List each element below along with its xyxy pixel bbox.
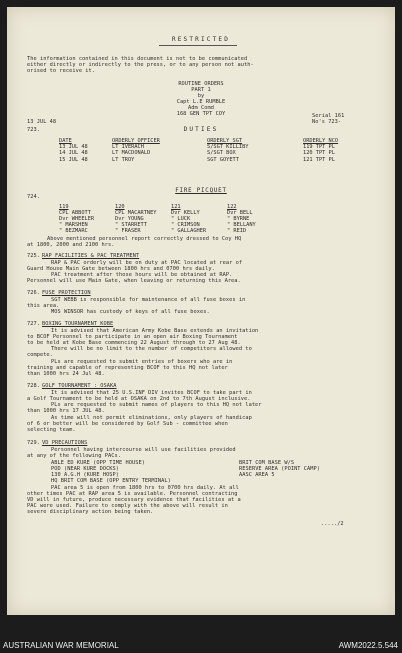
picquet-member: " REID	[227, 228, 247, 235]
duties-table	[59, 138, 338, 163]
classification-underline	[159, 45, 237, 46]
paragraph-line: at any of the following PACs.	[27, 453, 121, 459]
picquet-member: " BEZMARC	[59, 228, 88, 235]
paragraph-line: Guard House Main Gate between 1800 hrs and 0700 hrs daily.	[27, 266, 215, 272]
picquet-member: Dvr YOUNG	[115, 216, 144, 223]
section-729-title: VD PRECAUTIONS	[42, 440, 88, 446]
document-page	[7, 7, 395, 615]
pac-location: BRIT COM BASE W/S	[239, 460, 295, 466]
paragraph-line: other times PAC at RAP area 5 is available. Personnel contracting	[27, 491, 238, 497]
section-728-number: 728.	[27, 383, 40, 389]
paragraph-line: MOS WINSOR has custody of keys of all fuse boxes.	[51, 309, 210, 315]
paragraph-line: PAC area 5 is open from 1800 hrs to 0700 hrs daily. At all	[51, 485, 239, 491]
table-row	[59, 157, 338, 163]
classification-heading: RESTRICTED	[171, 36, 231, 43]
duty-date: 14 JUL 48	[59, 150, 88, 157]
duty-sgt: S/SGT BOX	[207, 150, 236, 157]
pac-location: 130 A.G.H (KURE HOSP)	[51, 472, 120, 478]
picquet-member: " STARRETT	[115, 222, 147, 229]
section-724-title: FIRE PICQUET	[175, 188, 227, 194]
duty-date: 15 JUL 48	[59, 156, 88, 163]
paragraph-line: severe disciplinary action being taken.	[27, 509, 154, 515]
paragraph-line: SGT WEBB is responsible for maintenance of all fuse boxes in	[51, 297, 246, 303]
orders-unit: 168 GEN TPT COY	[176, 111, 226, 117]
pac-location: AASC AREA 5	[239, 472, 275, 478]
picquet-member: Dvr KELLY	[171, 210, 200, 217]
paragraph-line: PAC were used. Failure to comply with the above will result in	[27, 503, 228, 509]
paragraph-line: Personnel having intercourse will use facilities provided	[51, 447, 236, 453]
orders-title: ROUTINE ORDERS	[178, 81, 224, 87]
section-726-number: 726.	[27, 290, 40, 296]
orders-by: by	[197, 93, 205, 99]
paragraph-line: this area.	[27, 303, 60, 309]
notice-line-1: The information contained in this document is not to be communicated	[27, 56, 248, 62]
picquet-member: Dvr BELL	[227, 210, 253, 217]
duty-nco: 119 TPT PL	[303, 144, 335, 151]
picquet-member: " LUCK	[171, 216, 191, 223]
pac-location: RESERVE AREA (POINT CAMP)	[239, 466, 320, 472]
duties-header-sgt: ORDERLY SGT	[207, 138, 243, 144]
paragraph-line: VD will in future, produce necessary evidence that facilities at a	[27, 497, 241, 503]
paragraph-line: There will be no limit to the number of competitors allowed to	[51, 346, 252, 352]
orders-officer: Capt L.E RUMBLE	[176, 99, 226, 105]
paragraph-line: selecting team.	[27, 427, 76, 433]
platoon-number: 120	[115, 204, 125, 210]
orders-date: 13 JUL 48	[27, 119, 57, 125]
picquet-member: CPL MACARTNEY	[115, 210, 157, 217]
pac-location: HQ BRIT COM BASE (OPP ENTRY TERMINAL)	[51, 478, 171, 484]
paragraph-line: PLs are requested to submit entries of boxers who are in	[51, 359, 233, 365]
paragraph-line: compete.	[27, 352, 53, 358]
picquet-note-2: at 1800, 2000 and 2100 hrs.	[27, 242, 115, 248]
picquet-member: " BELLANY	[227, 222, 256, 229]
duties-header-date: DATE	[59, 138, 72, 144]
section-725-title: RAP FACILITIES & PAC TREATMENT	[42, 253, 140, 259]
duty-sgt: SGT GOYETT	[207, 156, 239, 163]
paragraph-line: a Golf Tournament to be held at OSAKA on 2nd to 7th August inclusive.	[27, 396, 251, 402]
paragraph-line: Personnel will use Main Gate, when leaving or returning this Area.	[27, 278, 241, 284]
picquet-member: " FRASER	[115, 228, 141, 235]
paragraph-line: of 6 or better will be considered by Golf Sub - committee when	[27, 421, 228, 427]
duty-officer: LT MACDONALD	[112, 150, 151, 157]
picquet-member: " CRIMSON	[171, 222, 200, 229]
table-row	[59, 228, 283, 234]
picquet-member: Dvr WHEELER	[59, 216, 95, 223]
paragraph-line: It is advised that American Army Kobe Base extends an invitation	[51, 328, 259, 334]
picquet-member: " BYRNE	[227, 216, 250, 223]
paragraph-line: PAC treatment after those hours will be obtained at RAP.	[51, 272, 233, 278]
section-726-title: FUSE PROTECTION	[42, 290, 91, 296]
orders-role: Adm Comd	[188, 105, 214, 111]
footer-accession-number: AWM2022.5.544	[338, 641, 398, 650]
paragraph-line: PLs are requested to submit names of players to this HQ not later	[51, 402, 262, 408]
duty-nco: 120 TPT PL	[303, 150, 335, 157]
pac-location: POD (NEAR KURE DOCKS)	[51, 466, 120, 472]
orders-part: PART 1	[191, 87, 211, 93]
duties-header-officer: ORDERLY OFFICER	[112, 138, 160, 144]
platoon-number: 122	[227, 204, 237, 210]
duty-date: 13 JUL 48	[59, 144, 88, 151]
platoon-number: 121	[171, 204, 181, 210]
paragraph-line: It is advised that 25 U.S.INF DIV invites BCOF to take part in	[51, 390, 252, 396]
section-723-number: 723.	[27, 127, 40, 133]
section-728-title: GOLF TOURNAMENT : OSAKA	[42, 383, 117, 389]
duty-officer: LT IVERACH	[112, 144, 144, 151]
picquet-member: " MARSHEN	[59, 222, 88, 229]
section-725-number: 725.	[27, 253, 40, 259]
pac-location: ABLE ED KURE (OPP TIME HOUSE)	[51, 460, 145, 466]
picquet-note-1: Above mentioned personnel report correctly dressed to Coy HQ	[47, 236, 242, 242]
footer-institution: AUSTRALIAN WAR MEMORIAL	[3, 641, 119, 650]
paragraph-line: to be held at Kobe Base commencing 22 August through to 27 Aug 48.	[27, 340, 241, 346]
duty-nco: 121 TPT PL	[303, 156, 335, 163]
paragraph-line: than 1000 hrs 17 JUL 48.	[27, 408, 105, 414]
picquet-member: " GALLAGHER	[171, 228, 207, 235]
orders-serial: Serial 161	[312, 113, 345, 119]
duty-sgt: S/SGT KILLIBY	[207, 144, 249, 151]
picquet-table	[59, 204, 283, 234]
paragraph-line: training and capable of representing BCOF to this HQ not later	[27, 365, 228, 371]
section-724-number: 724.	[27, 194, 40, 200]
paragraph-line: to BCOF Personnel to participate in an open air Boxing Tournament	[27, 334, 238, 340]
notice-line-3: orised to receive it.	[27, 68, 96, 74]
section-723-title: DUTIES	[183, 126, 219, 133]
section-727-number: 727.	[27, 321, 40, 327]
section-729-number: 729.	[27, 440, 40, 446]
paragraph-line: than 1000 hrs 24 Jul 48.	[27, 371, 105, 377]
continuation-mark: ...../2	[321, 521, 344, 527]
paragraph-line: RAP & PAC orderly will be on duty at PAC located at rear of	[51, 260, 243, 266]
notice-line-2: either directly or indirectly to the press, or to any person not auth-	[27, 62, 254, 68]
archive-footer	[0, 640, 402, 653]
picquet-member: CPL ABBOTT	[59, 210, 91, 217]
paragraph-line: As time will not permit eliminations, only players of handicap	[51, 415, 252, 421]
duties-header-nco: ORDERLY NCO	[303, 138, 339, 144]
section-727-title: BOXING TOURNAMENT KOBE	[42, 321, 114, 327]
platoon-number: 119	[59, 204, 69, 210]
orders-note-numbers: No's 723-	[312, 119, 342, 125]
duty-officer: LT TROY	[112, 156, 135, 163]
